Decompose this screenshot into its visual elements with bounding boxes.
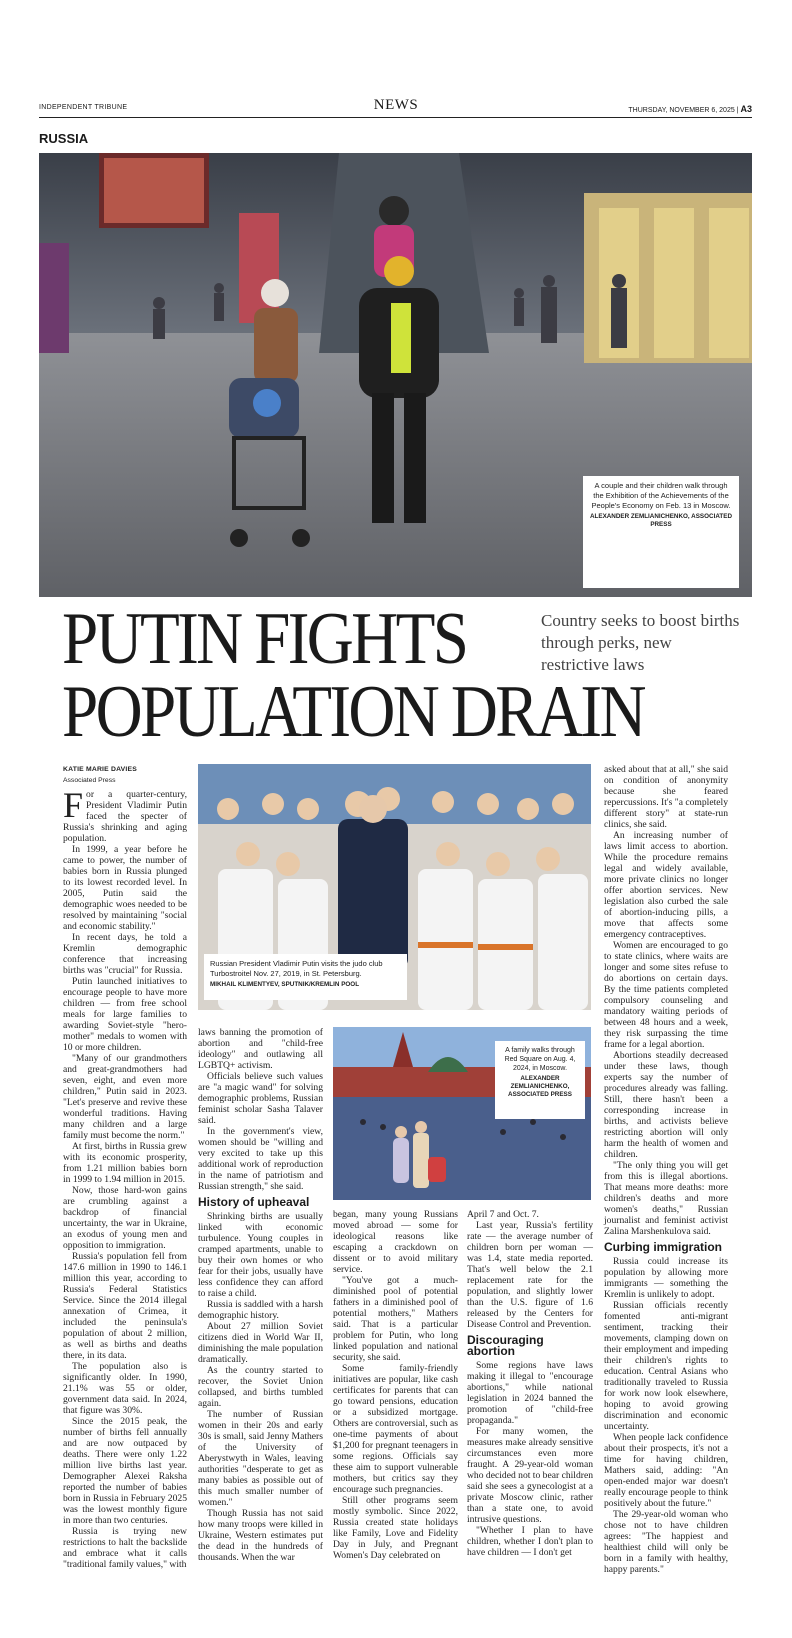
article-paragraph: Some regions have laws making it illegal to "encourage abortions," while national legislation in 2024 banned the promotion of "child-free propaganda." [467,1360,593,1426]
article-paragraph: An increasing number of laws limit access to abortion. While the procedure remains legal and widely available, more private clinics no longer offer abortion services. New legislation also curbed the sale of abortion-inducing pills, a move that affects some emergency contraceptives. [604,830,728,940]
red-square-photo [333,1027,591,1200]
article-paragraph: Last year, Russia's fertility rate — the average number of children born per woman — was 1.4, state media reported. That's well below the 2.1 replacement rate for the population, and slightly lower than the U.S. figure of 1.6 released by the Centers for Disease Control and Prevention. [467,1220,593,1330]
putin-photo-caption: Russian President Vladimir Putin visits the judo club Turbostroitel Nov. 27, 2019, in St. Petersburg. [210,959,383,978]
article-paragraph: As the country started to recover, the Soviet Union collapsed, and births tumbled again. [198,1365,323,1409]
article-paragraph: About 27 million Soviet citizens died in World War II, diminishing the male population dramatically. [198,1321,323,1365]
main-photo-credit: ALEXANDER ZEMLIANICHENKO, ASSOCIATED PRESS [589,513,733,528]
main-photo-caption-box [583,476,739,588]
article-column-3 [333,1209,458,1561]
byline-org: Associated Press [63,777,116,784]
article-column-2 [198,1027,323,1563]
article-paragraph: "Whether I plan to have children, whether I don't plan to have children — I don't get [467,1525,593,1558]
article-paragraph: Some family-friendly initiatives are popular, like cash certificates for parents that can go toward pensions, education or a subsidized mortgage. Others are controversial, such as one-time payments of about $1,200 for pregnant teenagers in some regions. Officials say these aim to support vulnerable mothers, but critics say they encourage such pregnancies. [333,1363,458,1495]
masthead-dateline [628,104,752,114]
article-paragraph: asked about that at all," she said on condition of anonymity because she feared repercussions. It's "a completely different story" at state-run clinics, she said. [604,764,728,830]
article-paragraph: "You've got a much-diminished pool of potential fathers in a diminished pool of potential mothers," Mathers said. That is a particular problem for Putin, who long linked population and national security, she said. [333,1275,458,1363]
masthead-separator: | [736,107,739,114]
byline-name: KATIE MARIE DAVIES [63,766,137,773]
headline-line-2: POPULATION DRAIN [62,671,644,753]
article-paragraph: Russia is saddled with a harsh demographic history. [198,1299,323,1321]
article-paragraph: Shrinking births are usually linked with economic turbulence. Young couples in cramped apartments, unable to buy their own homes or who fear for their jobs, usually have less confidence they can afford to raise a child. [198,1211,323,1299]
article-column-4 [467,1209,593,1558]
article-paragraph: Russia could increase its population by allowing more immigrants — something the Kremlin is unlikely to adopt. [604,1256,728,1300]
masthead-page: A3 [740,104,752,114]
article-paragraph: began, many young Russians moved abroad — some for ideological reasons like escaping a crackdown on dissent or to avoid military service. [333,1209,458,1275]
main-photo-caption: A couple and their children walk through the Exhibition of the Achievements of the People's Economy on Feb. 13 in Moscow. [591,481,731,510]
square-photo-credit: ALEXANDER ZEMLIANICHENKO, ASSOCIATED PRESS [508,1075,572,1098]
masthead-section: NEWS [373,97,419,113]
section-label: RUSSIA [39,131,89,146]
article-paragraph: Russia's population fell from 147.6 million in 1990 to 146.1 million this year, according to Russia's Federal Statistics Service. Since the 2014 illegal annexation of Crimea, it included the peninsula's population of about 2 million, as well as births and deaths there, in its data. [63,1251,187,1361]
article-lede [63,785,187,844]
article-paragraph: Officials believe such values are "a magic wand" for solving demographic problems, Russian feminist scholar Sasha Talaver said. [198,1071,323,1126]
article-paragraph: The number of Russian women in their 20s and early 30s is small, said Jenny Mathers of the University of Aberystwyth in Wales, leaving authorities "desperate to get as many babies as possible out of this much smaller number of women." [198,1409,323,1508]
article-column-5 [604,764,728,1575]
article-paragraph: laws banning the promotion of abortion and "child-free ideology" and outlawing all LGBTQ+ activism. [198,1027,323,1071]
dropcap: F [63,785,84,825]
article-paragraph: At first, births in Russia grew with its economic prosperity, from 1.21 million babies born in 1999 to 1.94 million in 2015. [63,1141,187,1185]
article-paragraph: Though Russia has not said how many troops were killed in Ukraine, Western estimates put the dead in the hundreds of thousands. When the war [198,1508,323,1563]
main-photo [39,153,752,597]
article-paragraph: In recent days, he told a Kremlin demographic conference that increasing births was "crucial" for Russia. [63,932,187,976]
masthead-paper-name: INDEPENDENT TRIBUNE [39,104,128,111]
subheading-history: History of upheaval [198,1195,310,1209]
article-paragraph: Women are encouraged to go to state clinics, where waits are longer and some sites refuse to do abortions on certain days. By the time patients completed compulsory counseling and mandatory waiting periods of between 48 hours and a week, they risk surpassing the time frame for a legal abortion. [604,940,728,1050]
article-paragraph: When people lack confidence about their prospects, it's not a time for having children, Mathers said, adding: "An open-ended major war doesn't really encourage people to think positively about the future." [604,1432,728,1509]
article-paragraph: Russia is trying new restrictions to halt the backslide and embrace what it calls "traditional family values," with [63,1526,187,1570]
putin-judo-photo [198,764,591,1010]
article-paragraph: The population also is significantly older. In 1990, 21.1% was 55 or older, government data said. In 2024, that figure was 30%. [63,1361,187,1416]
subheading-abortion: Discouraging abortion [467,1333,544,1358]
article-paragraph: Russian officials recently fomented anti-migrant sentiment, tracking their movements, clamping down on their employment and impeding their children's rights to education. Central Asians who traditionally traveled to Russia for work now look elsewhere, hoping to avoid growing discrimination and economic uncertainty. [604,1300,728,1432]
masthead-date: THURSDAY, NOVEMBER 6, 2025 [628,107,735,114]
article-paragraph: "The only thing you will get from this is illegal abortions. That means more deaths: more children's deaths and more women's deaths," Russian journalist and feminist activist Zalina Marshenkulova said. [604,1160,728,1237]
subheading-immigration: Curbing immigration [604,1240,722,1254]
putin-photo-credit: MIKHAIL KLIMENTYEV, SPUTNIK/KREMLIN POOL [210,981,360,988]
article-paragraph: Now, those hard-won gains are crumbling against a backdrop of financial uncertainty, the war in Ukraine, an exodus of young men and opposition to immigration. [63,1185,187,1251]
article-column-1 [63,764,187,1570]
article-paragraph: Since the 2015 peak, the number of births fell annually and are now outpaced by deaths. There were only 1.22 million live births last year. Demographer Alexei Raksha reported the number of babies born in Russia in February 2025 was the lowest monthly figure in more than two centuries. [63,1416,187,1526]
article-paragraph: The 29-year-old woman who chose not to have children agrees: "The happiest and healthiest child will only be born in a family with healthy, happy parents." [604,1509,728,1575]
article-paragraph: In the government's view, women should be "willing and very excited to take up this additional work of reproduction in the name of patriotism and Russian strength," she said. [198,1126,323,1192]
article-paragraph: Putin launched initiatives to encourage people to have more children — from free school meals for large families to awarding Soviet-style "hero-mother" medals to women with 10 or more children. [63,976,187,1053]
masthead-rule [39,117,752,118]
article-paragraph: "Many of our grandmothers and great-grandmothers had seven, eight, and even more children," Putin said in 2023. "Let's preserve and revive these wonderful traditions. Having many children and a large family must become the norm." [63,1053,187,1141]
square-photo-caption: A family walks through Red Square on Aug. 4, 2024, in Moscow. [504,1047,576,1072]
article-paragraph: In 1999, a year before he came to power, the number of babies born in Russia plunged to its lowest recorded level. In 2005, Putin said the demographic woes needed to be resolved by maintaining "social and economic stability." [63,844,187,932]
article-paragraph: Still other programs seem mostly symbolic. Since 2022, Russia created state holidays like Family, Love and Fidelity Day in July, and Pregnant Women's Day celebrated on [333,1495,458,1561]
article-paragraph: Abortions steadily decreased under these laws, though experts say the number of procedures already was falling. Still, there hasn't been a corresponding increase in births, and activists believe restricting abortion will only harm the health of women and children. [604,1050,728,1160]
headline-line-1: PUTIN FIGHTS [62,598,467,680]
square-photo-caption-box [495,1041,585,1119]
article-paragraph: or a quarter-century, President Vladimir Putin faced the specter of Russia's shrinking and aging population. [63,789,187,844]
article-paragraph: April 7 and Oct. 7. [467,1209,539,1220]
article-paragraph: For many women, the measures make already sensitive circumstances even more fraught. A 29-year-old woman who decided not to bear children said she sees a gynecologist at a private Moscow clinic, rather than a state one, to avoid intrusive questions. [467,1426,594,1525]
putin-photo-caption-box [204,954,407,1000]
headline-deck: Country seeks to boost births through perks, new restrictive laws [541,611,740,674]
